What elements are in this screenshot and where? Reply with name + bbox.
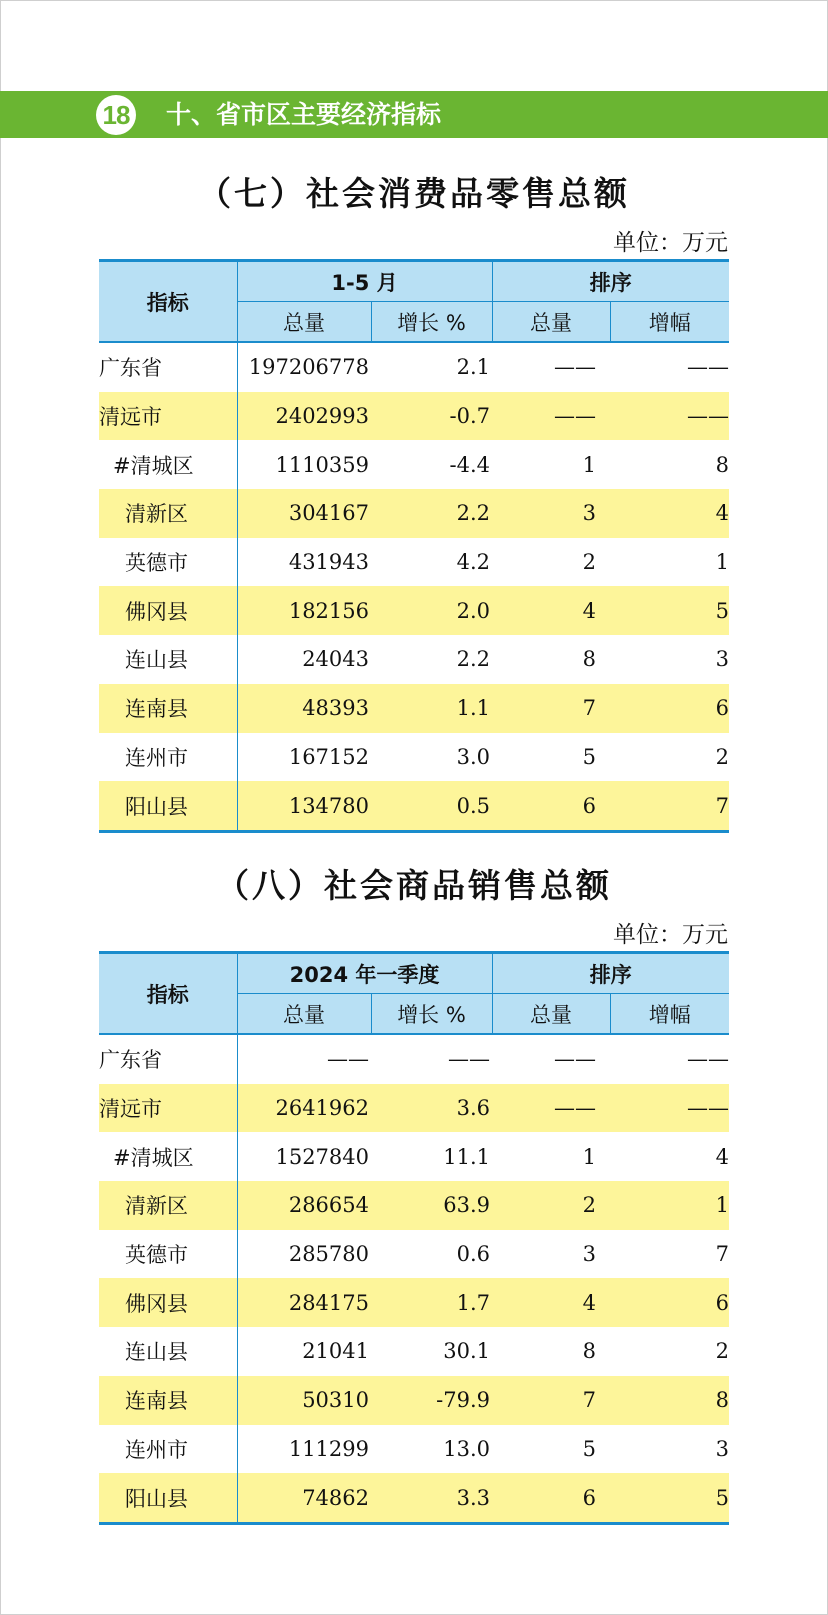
rank-total-value: —— — [492, 1084, 610, 1133]
rank-total-value: 5 — [582, 1436, 597, 1461]
page-number-badge: 18 — [96, 95, 136, 135]
rank-growth-value: 7 — [715, 1242, 730, 1267]
total-value: 285780 — [288, 1242, 369, 1267]
section7-unit: 单位：万元 — [613, 230, 728, 256]
rank-growth-value: 8 — [715, 452, 730, 477]
total-value: 111299 — [288, 1436, 369, 1461]
table-row — [99, 1230, 729, 1279]
rank-growth-value: —— — [687, 1047, 730, 1072]
rank-growth-value: 5 — [610, 586, 729, 635]
table-row — [99, 684, 729, 733]
region-name: 英德市 — [99, 538, 237, 587]
table-row — [99, 440, 729, 489]
rank-header: 排序 — [492, 953, 729, 994]
region-name: 连州市 — [99, 1425, 237, 1474]
rank-total-value: 8 — [582, 647, 597, 672]
total-value: 24043 — [302, 647, 369, 672]
rank-growth-value: 5 — [610, 1473, 729, 1523]
table-row — [99, 342, 729, 392]
growth-value: -0.7 — [371, 392, 492, 441]
growth-value: 30.1 — [443, 1339, 491, 1364]
region-name: 连山县 — [99, 635, 237, 684]
rank-total-value: 1 — [582, 1144, 597, 1169]
growth-header: 增长 % — [371, 994, 492, 1035]
growth-value: 2.2 — [456, 647, 491, 672]
growth-header: 增长 % — [371, 302, 492, 343]
rank-total-value: —— — [492, 392, 610, 441]
rank-total-value: 8 — [582, 1339, 597, 1364]
rank-total-header: 总量 — [492, 302, 610, 343]
rank-growth-value: 2 — [715, 1339, 730, 1364]
region-name: 佛冈县 — [99, 1278, 237, 1327]
total-value: 2641962 — [237, 1084, 371, 1133]
rank-total-value: —— — [554, 1047, 597, 1072]
region-name: 连南县 — [99, 1376, 237, 1425]
rank-growth-value: 6 — [610, 1278, 729, 1327]
region-name: 清新区 — [99, 1181, 237, 1230]
growth-value: 13.0 — [443, 1436, 491, 1461]
growth-value: 63.9 — [371, 1181, 492, 1230]
total-value: 197206778 — [248, 355, 369, 380]
growth-value: 0.6 — [456, 1242, 491, 1267]
region-name: #清城区 — [99, 440, 237, 489]
rank-growth-value: —— — [610, 392, 729, 441]
region-name: 清新区 — [99, 489, 237, 538]
region-name: 连州市 — [99, 733, 237, 782]
indicator-header: 指标 — [99, 261, 237, 343]
region-name: 阳山县 — [99, 1473, 237, 1523]
total-value: 1110359 — [275, 452, 369, 477]
rank-growth-value: 2 — [715, 744, 730, 769]
total-value: 21041 — [302, 1339, 369, 1364]
rank-growth-header: 增幅 — [610, 994, 729, 1035]
section8-unit: 单位：万元 — [613, 922, 728, 948]
growth-value: 1.1 — [371, 684, 492, 733]
rank-total-value: 6 — [492, 781, 610, 831]
growth-value: -79.9 — [371, 1376, 492, 1425]
growth-value: 0.5 — [371, 781, 492, 831]
table-row — [99, 1425, 729, 1474]
rank-total-value: 4 — [492, 1278, 610, 1327]
period-header: 2024 年一季度 — [237, 953, 492, 994]
rank-growth-value: 8 — [610, 1376, 729, 1425]
total-header: 总量 — [237, 994, 371, 1035]
growth-value: 3.3 — [371, 1473, 492, 1523]
rank-total-value: 6 — [492, 1473, 610, 1523]
table-row — [99, 635, 729, 684]
growth-value: 2.0 — [371, 586, 492, 635]
table-row — [99, 392, 729, 441]
region-name: 广东省 — [99, 1034, 237, 1084]
rank-total-value: 3 — [492, 489, 610, 538]
total-value: 50310 — [237, 1376, 371, 1425]
total-value: 134780 — [237, 781, 371, 831]
rank-total-value: 3 — [582, 1242, 597, 1267]
total-value: 2402993 — [237, 392, 371, 441]
section8-title: （八）社会商品销售总额 — [216, 866, 612, 905]
region-name: 清远市 — [99, 392, 237, 441]
table-row — [99, 1132, 729, 1181]
table-row — [99, 733, 729, 782]
rank-total-header: 总量 — [492, 994, 610, 1035]
total-value: 431943 — [288, 550, 369, 575]
section8-table — [99, 951, 729, 1525]
rank-total-value: 1 — [582, 452, 597, 477]
total-value: —— — [327, 1047, 369, 1072]
rank-growth-value: 1 — [610, 1181, 729, 1230]
rank-total-value: 2 — [492, 1181, 610, 1230]
section7-title: （七）社会消费品零售总额 — [198, 174, 630, 213]
total-value: 284175 — [237, 1278, 371, 1327]
table-row — [99, 1473, 729, 1523]
rank-total-value: 7 — [492, 1376, 610, 1425]
chapter-header-bar — [0, 91, 828, 138]
total-header: 总量 — [237, 302, 371, 343]
total-value: 167152 — [288, 744, 369, 769]
chapter-title: 十、省市区主要经济指标 — [166, 100, 442, 129]
table-row — [99, 538, 729, 587]
rank-total-value: 2 — [582, 550, 597, 575]
rank-total-value: 4 — [492, 586, 610, 635]
rank-growth-value: —— — [610, 1084, 729, 1133]
total-value: 182156 — [237, 586, 371, 635]
rank-growth-value: —— — [687, 355, 730, 380]
region-name: 连山县 — [99, 1327, 237, 1376]
growth-value: —— — [448, 1047, 491, 1072]
region-name: 英德市 — [99, 1230, 237, 1279]
region-name: 清远市 — [99, 1084, 237, 1133]
growth-value: 3.0 — [456, 744, 491, 769]
table-row — [99, 1084, 729, 1133]
section7-table — [99, 259, 729, 833]
growth-value: 2.1 — [456, 355, 491, 380]
rank-total-value: 7 — [492, 684, 610, 733]
table-row — [99, 781, 729, 831]
table-row — [99, 1181, 729, 1230]
total-value: 74862 — [237, 1473, 371, 1523]
rank-total-value: 5 — [582, 744, 597, 769]
growth-value: 1.7 — [371, 1278, 492, 1327]
table-row — [99, 1376, 729, 1425]
table-row — [99, 1034, 729, 1084]
rank-growth-value: 3 — [715, 647, 730, 672]
total-value: 286654 — [237, 1181, 371, 1230]
region-name: #清城区 — [99, 1132, 237, 1181]
rank-growth-header: 增幅 — [610, 302, 729, 343]
region-name: 阳山县 — [99, 781, 237, 831]
period-header: 1-5 月 — [237, 261, 492, 302]
rank-growth-value: 1 — [715, 550, 730, 575]
table-row — [99, 1327, 729, 1376]
rank-growth-value: 6 — [610, 684, 729, 733]
rank-header: 排序 — [492, 261, 729, 302]
table-row — [99, 489, 729, 538]
total-value: 48393 — [237, 684, 371, 733]
growth-value: 3.6 — [371, 1084, 492, 1133]
region-name: 广东省 — [99, 342, 237, 392]
rank-growth-value: 4 — [715, 1144, 730, 1169]
table-row — [99, 586, 729, 635]
region-name: 佛冈县 — [99, 586, 237, 635]
growth-value: -4.4 — [449, 452, 491, 477]
growth-value: 4.2 — [456, 550, 491, 575]
total-value: 1527840 — [275, 1144, 369, 1169]
region-name: 连南县 — [99, 684, 237, 733]
growth-value: 11.1 — [443, 1144, 491, 1169]
indicator-header: 指标 — [99, 953, 237, 1035]
growth-value: 2.2 — [371, 489, 492, 538]
table-row — [99, 1278, 729, 1327]
total-value: 304167 — [237, 489, 371, 538]
rank-growth-value: 3 — [715, 1436, 730, 1461]
rank-total-value: —— — [554, 355, 597, 380]
rank-growth-value: 4 — [610, 489, 729, 538]
rank-growth-value: 7 — [610, 781, 729, 831]
